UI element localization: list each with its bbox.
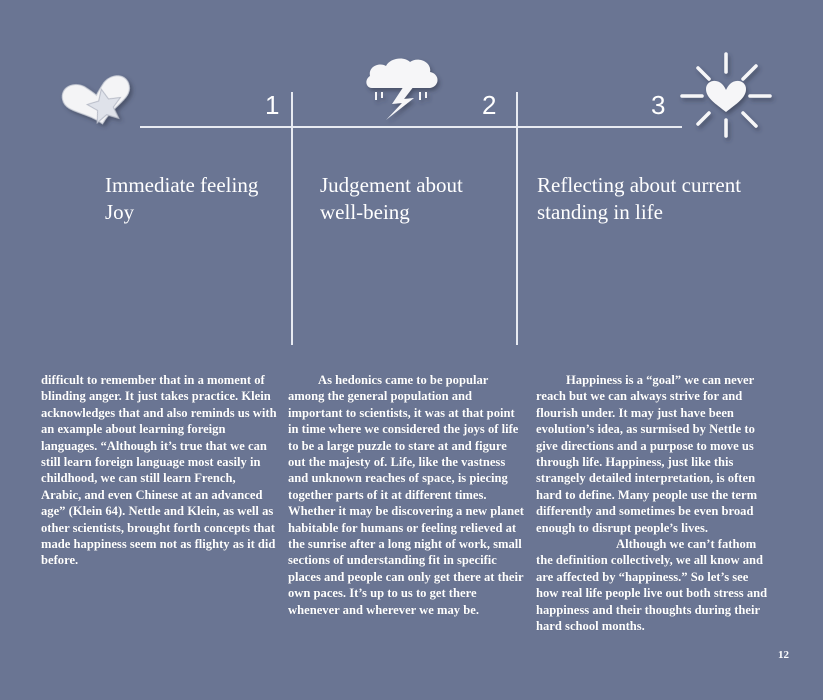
text-column-1 bbox=[41, 372, 277, 569]
step-label-2 bbox=[320, 172, 463, 226]
body-paragraph: As hedonics came to be popular among the general population and important to scientists, it was at that point in time where we considered the joys of life to be a large puzzle to stare at and figure out the majesty of. Life, like the vastness and unknown reaches of space, is piecing together parts of it at different times. Whether it may be discovering a new planet habitable for humans or feeling relieved at the sunrise after a long night of work, small sections of understanding fit in specific places and people can only get there at their own paces. It’s up to us to get there whenever and wherever we may be. bbox=[288, 373, 524, 617]
body-paragraph: difficult to remember that in a moment of blinding anger. It just takes practice. Klein acknowledges that and also reminds us with an example about learning foreign languages. “Although it’s true that we can still learn foreign language most easily in childhood, we can still learn French, Arabic, and even Chinese at an advanced age” (Klein 64). Nettle and Klein, as well as other scientists, brought forth concepts that made happiness seem not as flighty as it did before. bbox=[41, 373, 277, 568]
sun-heart-icon bbox=[682, 54, 770, 136]
step-label-line: Immediate feeling bbox=[105, 173, 259, 197]
step-label-line: Judgement about bbox=[320, 173, 463, 197]
storm-cloud-icon bbox=[366, 59, 437, 120]
step-label-line: Joy bbox=[105, 200, 135, 224]
heart-star-icon bbox=[60, 73, 136, 130]
step-label-line: standing in life bbox=[537, 200, 663, 224]
step-label-3 bbox=[537, 172, 741, 226]
step-label-line: Reflecting about current bbox=[537, 173, 742, 197]
step-label-line: well-being bbox=[320, 200, 410, 224]
step-number-1: 1 bbox=[265, 90, 280, 120]
body-paragraph: Although we can’t fathom the definition collectively, we all know and are affected by “happiness.” So let’s see how real life people live out both stress and happiness and their thoughts during their hard school months. bbox=[536, 537, 768, 634]
body-paragraph: Happiness is a “goal” we can never reach but we can always strive for and flourish under. It may just have been evolution’s idea, as surmised by Nettle to give directions and a purpose to move us through life. Happiness, just like this strangely detailed interpretation, is often hard to define. Many people use the term differently and sometimes be even broad enough to disrupt people’s lives. bbox=[536, 373, 758, 535]
text-column-2 bbox=[288, 372, 524, 618]
step-number-2: 2 bbox=[482, 90, 497, 120]
text-column-3 bbox=[536, 372, 772, 635]
page-number: 12 bbox=[778, 649, 789, 661]
step-number-3: 3 bbox=[651, 90, 666, 120]
step-label-1 bbox=[105, 172, 258, 226]
